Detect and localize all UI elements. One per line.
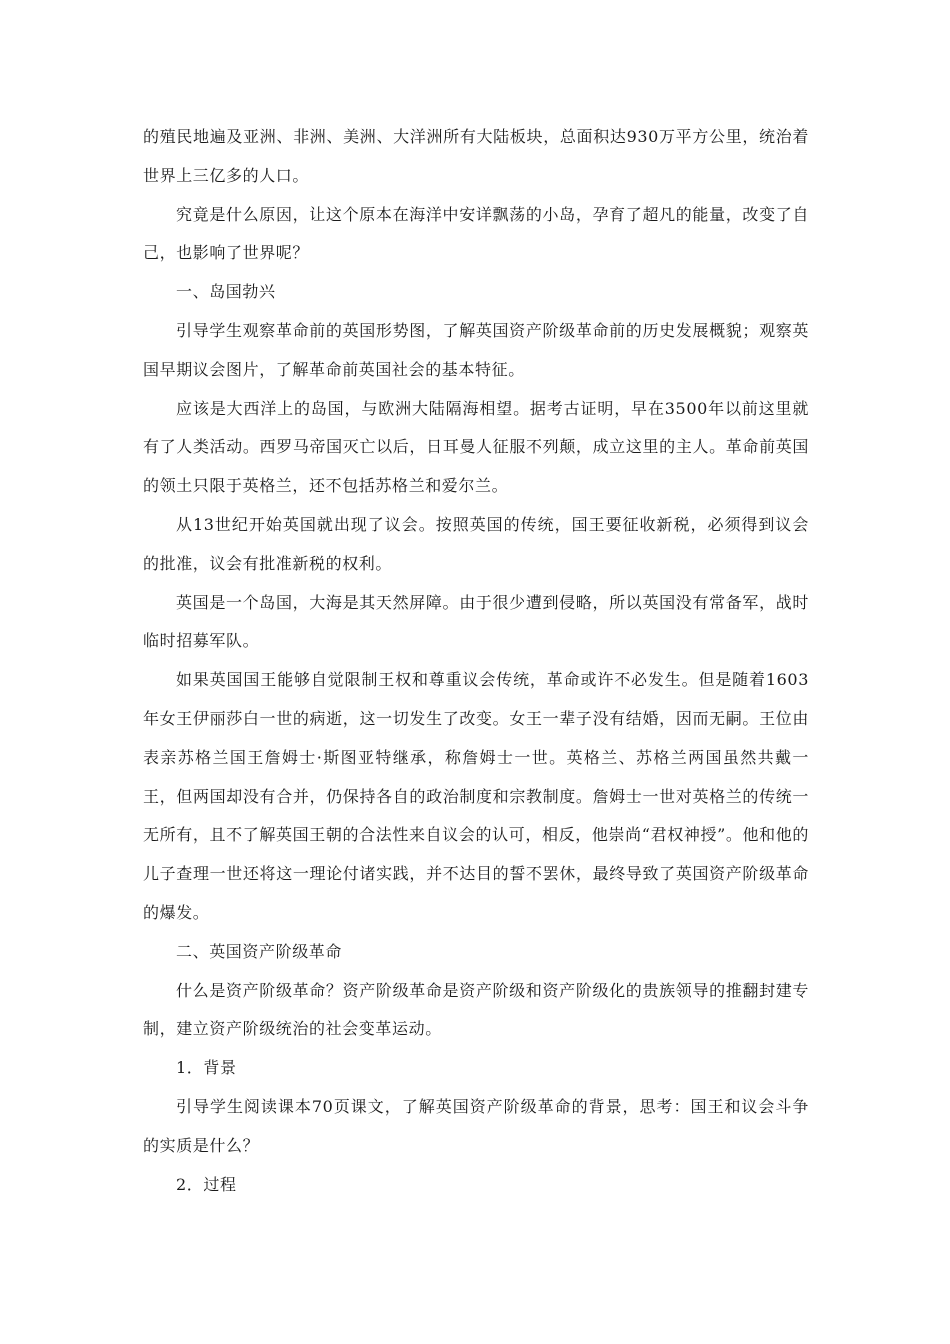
paragraph-5: 从13世纪开始英国就出现了议会。按照英国的传统，国王要征收新税，必须得到议会的批准，议会有批准新税的权利。 <box>143 514 809 573</box>
paragraph-1: 的殖民地遍及亚洲、非洲、美洲、大洋洲所有大陆板块，总面积达930万平方公里，统治着世界上三亿多的人口。 <box>143 127 809 185</box>
paragraph-2: 究竟是什么原因，让这个原本在海洋中安详飘荡的小岛，孕育了超凡的能量，改变了自己，也影响了世界呢？ <box>143 204 809 263</box>
section-heading-2: 二、英国资产阶级革命 <box>176 941 343 961</box>
paragraph-3: 引导学生观察革命前的英国形势图，了解英国资产阶级革命前的历史发展概貌；观察英国早期议会图片，了解革命前英国社会的基本特征。 <box>143 320 809 379</box>
document-body <box>143 118 809 1204</box>
paragraph-8: 什么是资产阶级革命？资产阶级革命是资产阶级和资产阶级化的贵族领导的推翻封建专制，建立资产阶级统治的社会变革运动。 <box>143 980 809 1039</box>
paragraph-9: 引导学生阅读课本70页课文，了解英国资产阶级革命的背景，思考：国王和议会斗争的实质是什么？ <box>143 1096 809 1155</box>
section-heading-1: 一、岛国勃兴 <box>176 282 276 302</box>
paragraph-6: 英国是一个岛国，大海是其天然屏障。由于很少遭到侵略，所以英国没有常备军，战时临时招募军队。 <box>143 592 809 651</box>
subheading-process: 2．过程 <box>176 1174 237 1194</box>
paragraph-7: 如果英国国王能够自觉限制王权和尊重议会传统，革命或许不必发生。但是随着1603年女王伊丽莎白一世的病逝，这一切发生了改变。女王一辈子没有结婚，因而无嗣。王位由表亲苏格兰国王詹姆士·斯图亚特继承，称詹姆士一世。英格兰、苏格兰两国虽然共戴一王，但两国却没有合并，仍保持各自的政治制度和宗教制度。詹姆士一世对英格兰的传统一无所有，且不了解英国王朝的合法性来自议会的认可，相反，他崇尚“君权神授”。他和他的儿子查理一世还将这一理论付诸实践，并不达目的誓不罢休，最终导致了英国资产阶级革命的爆发。 <box>143 670 809 922</box>
subheading-background: 1．背景 <box>176 1058 237 1078</box>
paragraph-4: 应该是大西洋上的岛国，与欧洲大陆隔海相望。据考古证明，早在3500年以前这里就有了人类活动。西罗马帝国灭亡以后，日耳曼人征服不列颠，成立这里的主人。革命前英国的领土只限于英格兰，还不包括苏格兰和爱尔兰。 <box>143 398 809 496</box>
